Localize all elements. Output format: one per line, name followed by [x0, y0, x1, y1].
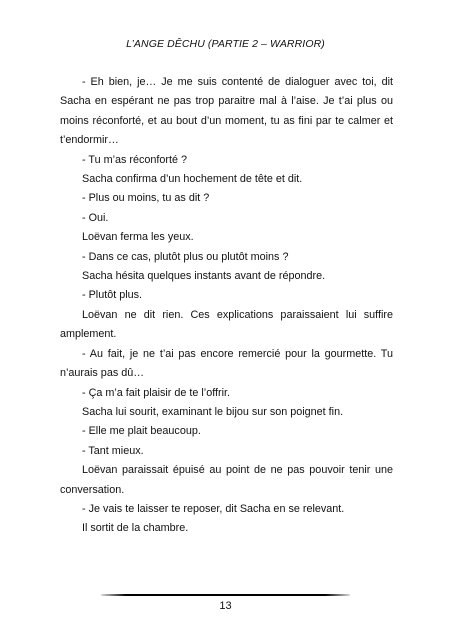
paragraph: Sacha confirma d’un hochement de tête et dit. — [82, 173, 303, 186]
paragraph: - Oui. — [82, 211, 109, 224]
paragraph: - Tant mieux. — [82, 444, 144, 457]
paragraph: Sacha lui sourit, examinant le bijou sur son poignet fin. — [82, 405, 344, 418]
paragraph: - Je vais te laisser te reposer, dit Sacha en se relevant. — [82, 502, 345, 515]
paragraph: - Plus ou moins, tu as dit ? — [82, 192, 210, 205]
paragraph: - Elle me plait beaucoup. — [82, 425, 201, 438]
paragraph: - Dans ce cas, plutôt plus ou plutôt moins ? — [82, 250, 289, 263]
paragraph: Il sortit de la chambre. — [82, 522, 189, 535]
paragraph: - Eh bien, je… Je me suis contenté de dialoguer avec toi, dit Sacha en espérant ne pas trop paraitre mal à l’aise. Je t’ai plus ou moins réconforté, et au bout d’un moment, tu as fini par te calmer et t’endormir… — [60, 76, 393, 147]
paragraph: Sacha hésita quelques instants avant de répondre. — [82, 270, 326, 283]
page-number: 13 — [219, 600, 232, 612]
paragraph: - Tu m’as réconforté ? — [82, 153, 188, 166]
body-text — [60, 73, 393, 539]
paragraph: - Ça m’a fait plaisir de te l’offrir. — [82, 386, 231, 399]
running-header: L’ANGE DÊCHU (PARTIE 2 – WARRIOR) — [126, 38, 325, 50]
paragraph: Loëvan paraissait épuisé au point de ne pas pouvoir tenir une conversation. — [60, 464, 393, 496]
paragraph: - Au fait, je ne t’ai pas encore remercié pour la gourmette. Tu n’aurais pas dû… — [60, 347, 393, 380]
footer-rule — [101, 594, 350, 596]
paragraph: Loëvan ferma les yeux. — [82, 231, 194, 244]
paragraph: - Plutôt plus. — [82, 289, 143, 302]
paragraph: Loëvan ne dit rien. Ces explications paraissaient lui suffire amplement. — [60, 308, 393, 341]
